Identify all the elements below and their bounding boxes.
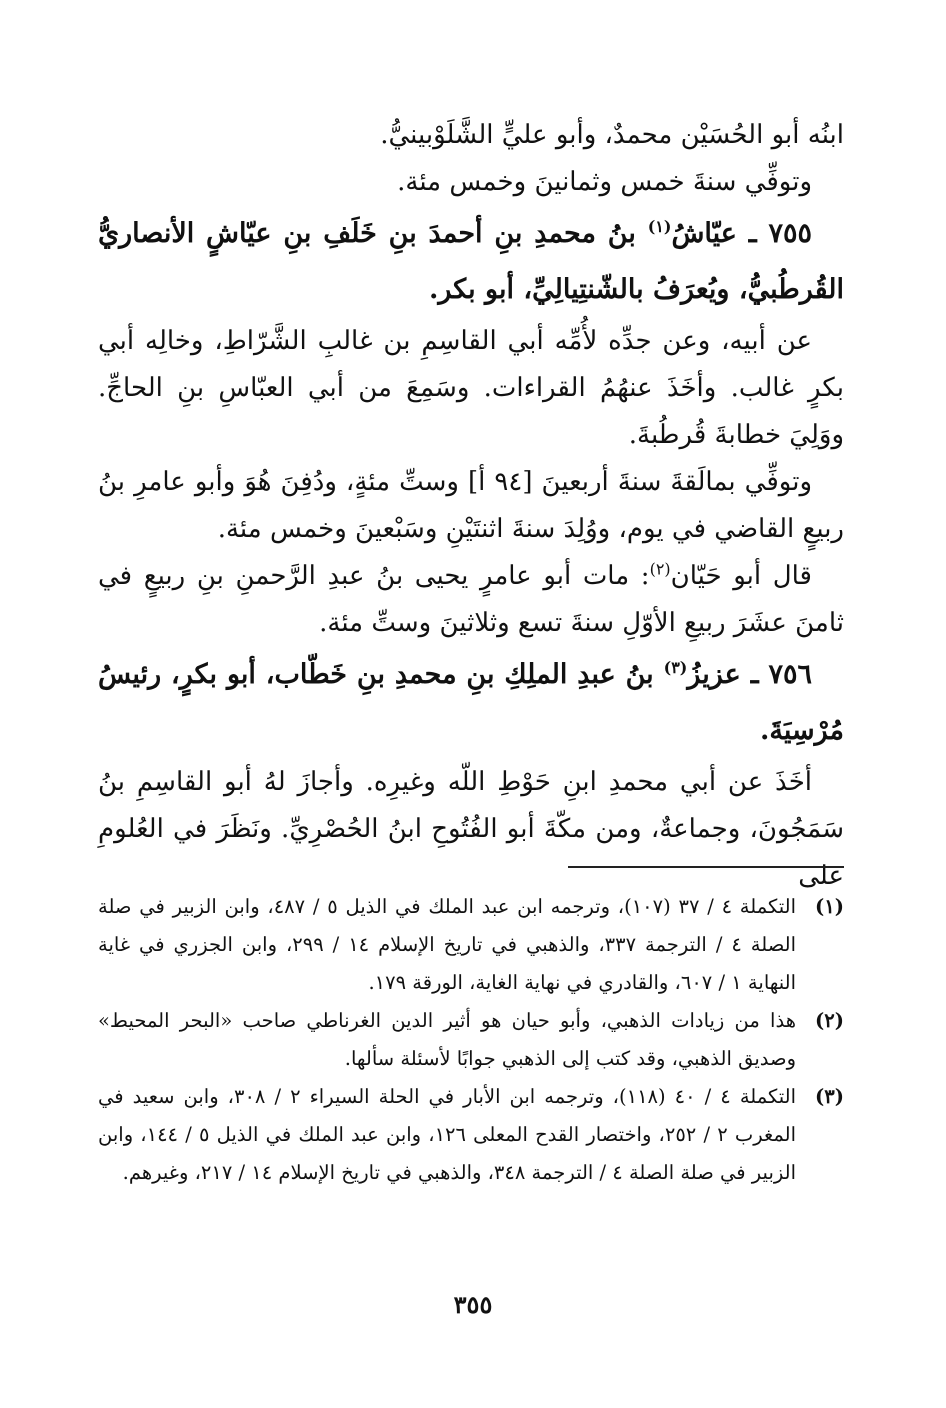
footnote-ref-1[interactable]: (١) bbox=[647, 217, 672, 236]
quote-text: : مات أبو عامرٍ يحيى بنُ عبدِ الرَّحمنِ بنِ ربيعٍ في ثامنَ عشَرَ ربيعِ الأوّلِ سنةَ تسع وثلاثينَ وستِّ مئة. bbox=[98, 561, 844, 638]
entry-name-rest: بنُ محمدِ بنِ أحمدَ بنِ خَلَفِ بنِ عيّاشٍ الأنصاريُّ القُرطُبيُّ، ويُعرَفُ بالشّنتِيالِيِّ، أبو بكر. bbox=[98, 218, 844, 305]
entry-heading-755 bbox=[98, 206, 844, 318]
footnote-2 bbox=[98, 1002, 844, 1078]
footnote-text: التكملة ٤ / ٣٧ (١٠٧)، وترجمه ابن عبد الملك في الذيل ٥ / ٤٨٧، وابن الزبير في صلة الصلة ٤ / الترجمة ٣٣٧، والذهبي في تاريخ الإسلام ١٤ / ٢٩٩، وابن الجزري في غاية النهاية ١ / ٦٠٧، والقادري في نهاية الغاية، الورقة ١٧٩. bbox=[98, 895, 797, 994]
footnote-ref-2[interactable]: (٢) bbox=[649, 559, 671, 579]
footnotes bbox=[98, 888, 844, 1192]
paragraph: وتوفِّي بمالَقةَ سنةَ أربعينَ [٩٤ أ] وستِّ مئةٍ، ودُفِنَ هُوَ وأبو عامرِ بنُ ربيعٍ القاضي في يوم، ووُلِدَ سنةَ اثنتَيْنِ وسَبْعينَ وخمس مئة. bbox=[98, 467, 844, 544]
footnote-divider bbox=[568, 866, 844, 868]
main-text bbox=[98, 112, 844, 900]
paragraph: أخَذَ عن أبي محمدِ ابنِ حَوْطِ اللّه وغيرِه. وأجازَ لهُ أبو القاسِمِ بنُ سَمَجُونَ، وجماعةٌ، ومن مكّةَ أبو الفُتُوحِ ابنُ الحُصْرِيِّ. ونَظَرَ في العُلومِ على bbox=[98, 767, 844, 891]
entry-name: عزيزُ bbox=[687, 659, 741, 690]
footnote-number: (٣) bbox=[815, 1085, 844, 1108]
footnote-ref-3[interactable]: (٣) bbox=[663, 658, 688, 677]
quote-intro: قال أبو حَيّان bbox=[670, 561, 812, 591]
entry-name-rest: بنُ عبدِ الملِكِ بنِ محمدِ بنِ خَطّاب، أبو بكرٍ، رئيسُ مُرْسِيَةَ. bbox=[98, 659, 844, 746]
footnote-text: التكملة ٤ / ٤٠ (١١٨)، وترجمه ابن الأبار في الحلة السيراء ٢ / ٣٠٨، وابن سعيد في المغرب ٢ / ٢٥٢، واختصار القدح المعلى ١٢٦، وابن عبد الملك في الذيل ٥ / ١٤٤، وابن الزبير في صلة الصلة ٤ / الترجمة ٣٤٨، والذهبي في تاريخ الإسلام ١٤ / ٢١٧، وغيرهم. bbox=[98, 1085, 797, 1184]
footnote-1 bbox=[98, 888, 844, 1002]
entry-number: ٧٥٥ ـ bbox=[748, 218, 812, 249]
paragraph: ابنُه أبو الحُسَيْن محمدٌ، وأبو عليٍّ الشَّلَوْبينيُّ. bbox=[380, 120, 844, 150]
paragraph bbox=[98, 553, 844, 647]
entry-heading-756 bbox=[98, 647, 844, 759]
footnote-3 bbox=[98, 1078, 844, 1192]
paragraph: وتوفِّي سنةَ خمس وثمانينَ وخمس مئة. bbox=[397, 167, 812, 197]
entry-number: ٧٥٦ ـ bbox=[750, 659, 813, 690]
page-number: ٣٥٥ bbox=[453, 1290, 493, 1319]
footnote-number: (٢) bbox=[815, 1009, 844, 1032]
footnote-text: هذا من زيادات الذهبي، وأبو حيان هو أثير الدين الغرناطي صاحب «البحر المحيط» وصديق الذهبي، وقد كتب إلى الذهبي جوابًا لأسئلة سألها. bbox=[98, 1009, 796, 1070]
entry-name: عيّاشُ bbox=[671, 218, 737, 249]
footnote-number: (١) bbox=[815, 895, 844, 918]
paragraph: عن أبيه، وعن جدِّه لأُمِّه أبي القاسِمِ بن غالبِ الشَّرّاطِ، وخالِه أبي بكرٍ غالب. وأخَذَ عنهُمُ القراءات. وسَمِعَ من أبي العبّاسِ بنِ الحاجِّ. ووَلِيَ خطابةَ قُرطُبةَ. bbox=[98, 326, 844, 450]
